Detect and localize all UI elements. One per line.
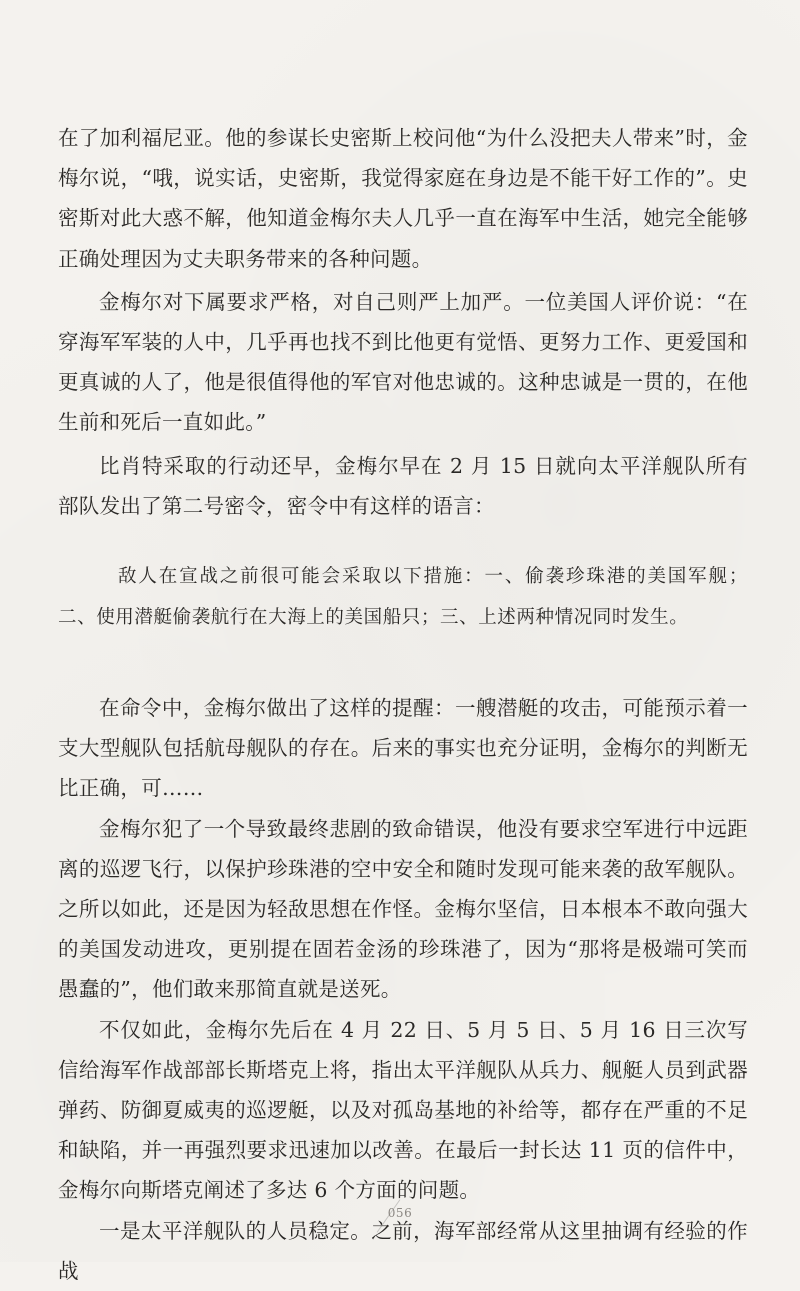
page-number: 056 — [387, 1206, 413, 1220]
paragraph: 一是太平洋舰队的人员稳定。之前，海军部经常从这里抽调有经验的作战 — [58, 1218, 748, 1283]
quoted-order: 敌人在宣战之前很可能会采取以下措施：一、偷袭珍珠港的美国军舰；二、使用潜艇偷袭航行在大海上的美国船只；三、上述两种情况同时发生。 — [58, 566, 748, 629]
paragraph: 金梅尔犯了一个导致最终悲剧的致命错误，他没有要求空军进行中远距离的巡逻飞行，以保护珍珠港的空中安全和随时发现可能来袭的敌军舰队。之所以如此，还是因为轻敌思想在作怪。金梅尔坚信，日本根本不敢向强大的美国发动进攻，更别提在固若金汤的珍珠港了，因为“那将是极端可笑而愚蠢的”，他们敢来那简直就是送死。 — [58, 816, 748, 1002]
paragraph: 比肖特采取的行动还早，金梅尔早在 2 月 15 日就向太平洋舰队所有部队发出了第二号密令，密令中有这样的语言： — [58, 453, 748, 518]
paragraph: 在了加利福尼亚。他的参谋长史密斯上校问他“为什么没把夫人带来”时，金梅尔说，“哦，说实话，史密斯，我觉得家庭在身边是不能干好工作的”。史密斯对此大惑不解，他知道金梅尔夫人几乎一直在海军中生活，她完全能够正确处理因为丈夫职务带来的各种问题。 — [58, 126, 748, 271]
paragraph: 不仅如此，金梅尔先后在 4 月 22 日、5 月 5 日、5 月 16 日三次写信给海军作战部部长斯塔克上将，指出太平洋舰队从兵力、舰艇人员到武器弹药、防御夏威夷的巡逻艇，以及对孤岛基地的补给等，都存在严重的不足和缺陷，并一再强烈要求迅速加以改善。在最后一封长达 11 页的信件中，金梅尔向斯塔克阐述了多达 6 个方面的问题。 — [58, 1017, 748, 1203]
paragraph: 金梅尔对下属要求严格，对自己则严上加严。一位美国人评价说：“在穿海军军装的人中，几乎再也找不到比他更有觉悟、更努力工作、更爱国和更真诚的人了，他是很值得他的军官对他忠诚的。这种忠诚是一贯的，在他生前和死后一直如此。” — [58, 289, 748, 435]
paragraph: 在命令中，金梅尔做出了这样的提醒：一艘潜艇的攻击，可能预示着一支大型舰队包括航母舰队的存在。后来的事实也充分证明，金梅尔的判断无比正确，可…… — [58, 696, 748, 801]
body-text — [58, 118, 748, 1291]
